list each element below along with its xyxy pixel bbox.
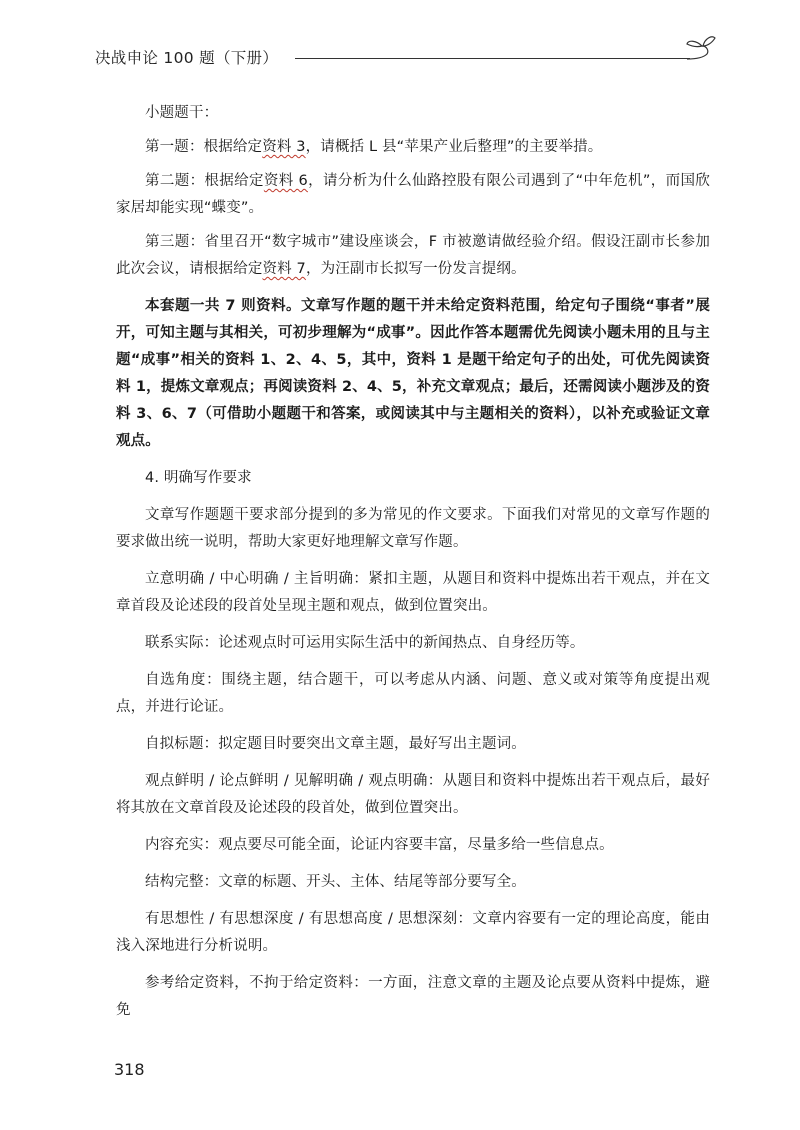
page-number: 318 <box>114 1060 145 1079</box>
requirement-item: 参考给定资料，不拘于给定资料：一方面，注意文章的主题及论点要从资料中提炼，避免 <box>116 975 710 1018</box>
requirement-item: 立意明确 / 中心明确 / 主旨明确：紧扣主题，从题目和资料中提炼出若干观点，并在文章首段及论述段的段首处呈现主题和观点，做到位置突出。 <box>116 571 710 614</box>
section-intro: 文章写作题题干要求部分提到的多为常见的作文要求。下面我们对常见的文章写作题的要求做出统一说明，帮助大家更好地理解文章写作题。 <box>116 507 710 550</box>
material-ref: 资料 6 <box>263 173 308 189</box>
requirement-item: 自拟标题：拟定题目时要突出文章主题，最好写出主题词。 <box>145 736 526 752</box>
requirement-item: 联系实际：论述观点时可运用实际生活中的新闻热点、自身经历等。 <box>145 635 585 651</box>
page-body <box>116 100 710 1024</box>
book-title: 决战申论 100 题（下册） <box>95 49 279 67</box>
requirement-item: 自选角度：围绕主题，结合题干，可以考虑从内涵、问题、意义或对策等角度提出观点，并进行论证。 <box>116 672 710 715</box>
sprout-icon <box>683 32 717 62</box>
requirement-item: 内容充实：观点要尽可能全面，论证内容要丰富，尽量多给一些信息点。 <box>145 837 614 853</box>
sub-questions-heading: 小题题干： <box>145 105 219 121</box>
analysis-paragraph: 本套题一共 7 则资料。文章写作题的题干并未给定资料范围，给定句子围绕“事者”展开，可知主题与其相关，可初步理解为“成事”。因此作答本题需优先阅读小题未用的且与主题“成事”相关的资料 1、2、4、5，其中，资料 1 是题干给定句子的出处，可优先阅读资料 1，提炼文章观点；再阅读资料 2、4、5，补充文章观点；最后，还需阅读小题涉及的资料 3、6、7（可借助小题题干和答案，或阅读其中与主题相关的资料），以补充或验证文章观点。 <box>116 298 710 449</box>
header-rule <box>295 58 690 59</box>
question-3: 第三题：省里召开“数字城市”建设座谈会，F 市被邀请做经验介绍。假设汪副市长参加此次会议，请根据给定资料 7，为汪副市长拟写一份发言提纲。 <box>116 234 710 277</box>
running-header <box>95 46 715 72</box>
requirement-item: 有思想性 / 有思想深度 / 有思想高度 / 思想深刻：文章内容要有一定的理论高度，能由浅入深地进行分析说明。 <box>116 911 710 954</box>
requirement-item: 结构完整：文章的标题、开头、主体、结尾等部分要写全。 <box>145 874 526 890</box>
material-ref: 资料 7 <box>262 261 306 277</box>
section-heading: 4. 明确写作要求 <box>145 470 252 486</box>
question-2: 第二题：根据给定资料 6，请分析为什么仙路控股有限公司遇到了“中年危机”，而国欣家居却能实现“蝶变”。 <box>116 173 710 216</box>
requirement-item: 观点鲜明 / 论点鲜明 / 见解明确 / 观点明确：从题目和资料中提炼出若干观点后，最好将其放在文章首段及论述段的段首处，做到位置突出。 <box>116 773 710 816</box>
question-1: 第一题：根据给定资料 3，请概括 L 县“苹果产业后整理”的主要举措。 <box>145 139 603 155</box>
material-ref: 资料 3 <box>262 139 306 155</box>
